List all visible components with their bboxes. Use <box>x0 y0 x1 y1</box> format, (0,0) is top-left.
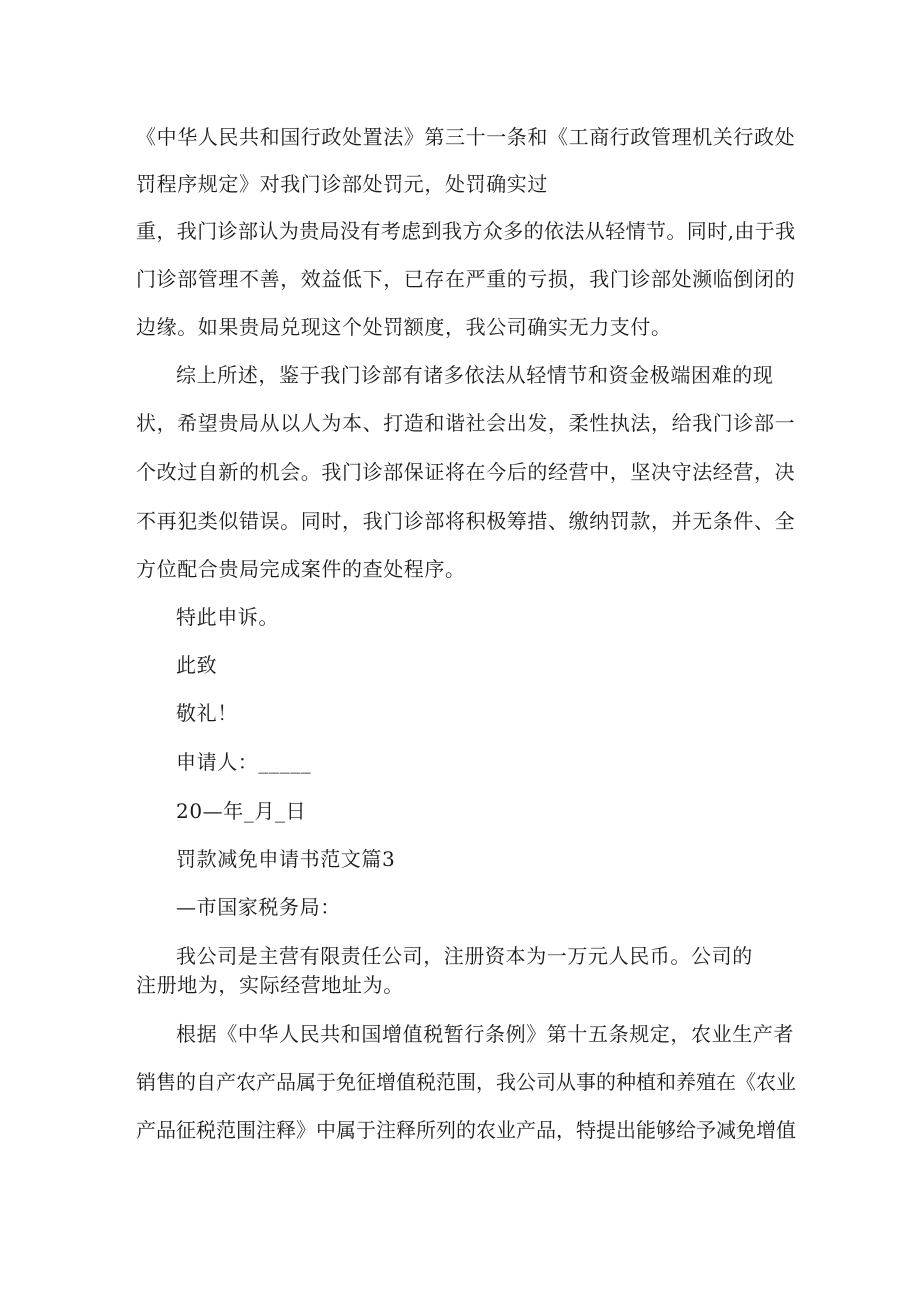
paragraph-line: 我公司是主营有限责任公司，注册资本为一万元人民币。公司的 <box>176 944 753 968</box>
paragraph-line: 状，希望贵局从以人为本、打造和谐社会出发，柔性执法，给我门诊部一 <box>136 411 796 435</box>
paragraph-line: 罚程序规定》对我门诊部处罚元，处罚确实过 <box>136 172 548 196</box>
paragraph-line: 产品征税范围注释》中属于注释所列的农业产品，特提出能够给予减免增值 <box>136 1118 796 1142</box>
paragraph-line: 方位配合贵局完成案件的查处程序。 <box>136 557 466 581</box>
paragraph-line: 门诊部管理不善，效益低下，已存在严重的亏损，我门诊部处濒临倒闭的 <box>136 267 796 291</box>
salutation: 此致 <box>176 653 218 677</box>
paragraph-line: 边缘。如果贵局兑现这个处罚额度，我公司确实无力支付。 <box>136 315 672 339</box>
paragraph-line: 综上所述，鉴于我门诊部有诸多依法从轻情节和资金极端困难的现 <box>176 363 774 387</box>
addressee: —市国家税务局： <box>176 895 341 919</box>
applicant-line: 申请人：_____ <box>176 750 312 774</box>
paragraph-line: 不再犯类似错误。同时，我门诊部将积极筹措、缴纳罚款，并无条件、全 <box>136 509 796 533</box>
paragraph-line: 重，我门诊部认为贵局没有考虑到我方众多的依法从轻情节。同时,由于我 <box>136 219 796 243</box>
paragraph-line: 根据《中华人民共和国增值税暂行条例》第十五条规定，农业生产者 <box>176 1022 794 1046</box>
paragraph-line: 注册地为，实际经营地址为。 <box>136 973 404 997</box>
salutation: 敬礼！ <box>176 701 238 725</box>
paragraph-line: 个改过自新的机会。我门诊部保证将在今后的经营中，坚决守法经营，决 <box>136 460 796 484</box>
closing-statement: 特此申诉。 <box>176 605 279 629</box>
date-line: 20—年_月_日 <box>176 799 307 823</box>
section-title: 罚款减免申请书范文篇3 <box>176 847 396 871</box>
paragraph-line: 销售的自产农产品属于免征增值税范围，我公司从事的种植和养殖在《农业 <box>136 1070 796 1094</box>
paragraph-line: 《中华人民共和国行政处置法》第三十一条和《工商行政管理机关行政处 <box>136 125 796 149</box>
